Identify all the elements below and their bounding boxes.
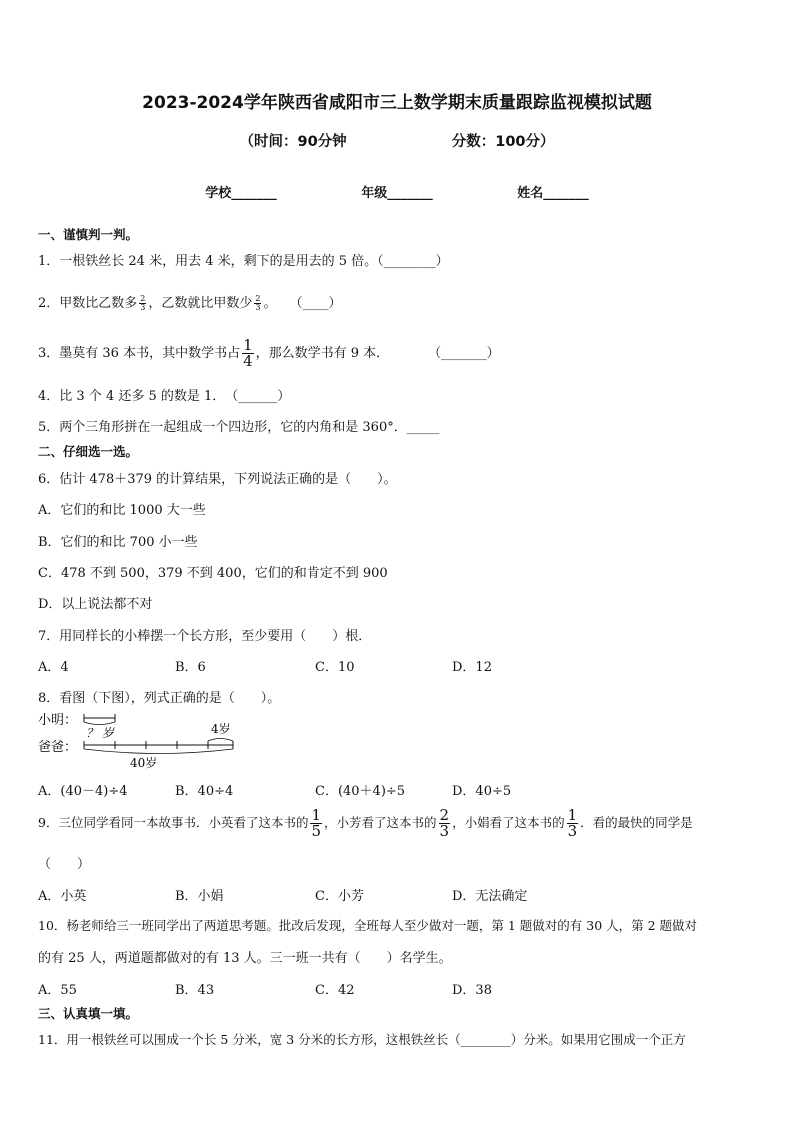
q3-fraction: $\frac{1}{4}$ bbox=[243, 336, 253, 370]
q3-text-a: 3．墨莫有 36 本书，其中数学书占 bbox=[38, 346, 241, 361]
diagram-unknown-age: ？ 岁 bbox=[86, 726, 114, 740]
q8-option-b[interactable]: B．40÷4 bbox=[175, 784, 234, 799]
q9-fraction-1: $\frac{1}{5}$ bbox=[311, 806, 322, 840]
section-heading-1: 一、谨慎判一判。 bbox=[38, 227, 139, 242]
q9-option-d[interactable]: D．无法确定 bbox=[452, 889, 528, 904]
section-heading-3: 三、认真填一填。 bbox=[38, 1006, 139, 1021]
q8-option-a[interactable]: A．(40－4)÷4 bbox=[38, 784, 128, 799]
q9-text-b: ，小芳看了这本书的 bbox=[324, 815, 437, 830]
question-1: 1．一根铁丝长 24 米，用去 4 米，剩下的是用去的 5 倍。（________） bbox=[38, 254, 449, 269]
diagram-label-baba: 爸爸： bbox=[38, 740, 78, 755]
extra-brace bbox=[208, 739, 233, 742]
question-10-line-2: 的有 25 人，两道题都做对的有 13 人。三一班一共有（ ）名学生。 bbox=[38, 951, 452, 966]
q9-fraction-2: $\frac{2}{3}$ bbox=[439, 806, 450, 840]
question-4: 4．比 3 个 4 还多 5 的数是 1． （______） bbox=[38, 389, 291, 404]
q9-text-d: ．看的最快的同学是 bbox=[580, 815, 693, 830]
q8-option-c[interactable]: C．(40＋4)÷5 bbox=[315, 784, 406, 799]
page-title: 2023-2024学年陕西省咸阳市三上数学期末质量跟踪监视模拟试题 bbox=[142, 93, 652, 113]
q10-option-a[interactable]: A．55 bbox=[38, 983, 77, 998]
question-3 bbox=[38, 338, 500, 369]
question-9 bbox=[38, 808, 693, 839]
q9-option-a[interactable]: A．小英 bbox=[38, 889, 87, 904]
q10-option-b[interactable]: B．43 bbox=[175, 983, 215, 998]
q6-option-b[interactable]: B．它们的和比 700 小一些 bbox=[38, 535, 198, 550]
q10-option-d[interactable]: D．38 bbox=[452, 983, 492, 998]
exam-score: 分数：100分） bbox=[451, 134, 555, 150]
q2-text-a: 2．甲数比乙数多 bbox=[38, 296, 138, 311]
exam-meta bbox=[0, 130, 794, 151]
question-6: 6．估计 478＋379 的计算结果，下列说法正确的是（ ）。 bbox=[38, 472, 397, 487]
q9-fraction-3: $\frac{1}{3}$ bbox=[567, 806, 578, 840]
question-8: 8．看图（下图），列式正确的是（ ）。 bbox=[38, 691, 281, 706]
question-2 bbox=[38, 292, 342, 312]
question-10-line-1: 10．杨老师给三一班同学出了两道思考题。批改后发现，全班每人至少做对一题，第 1 题做对的有 30 人，第 2 题做对 bbox=[38, 918, 698, 933]
q2-fraction-2: $\frac{2}{3}$ bbox=[255, 294, 261, 312]
q9-option-c[interactable]: C．小芳 bbox=[315, 889, 364, 904]
q2-text-b: ，乙数就比甲数少 bbox=[148, 296, 253, 311]
q9-answer-blank[interactable]: （ ） bbox=[38, 857, 91, 872]
q2-text-c: 。 （____） bbox=[263, 296, 342, 311]
question-7: 7．用同样长的小棒摆一个长方形，至少要用（ ）根． bbox=[38, 629, 372, 644]
q7-option-d[interactable]: D．12 bbox=[452, 660, 492, 675]
q7-option-c[interactable]: C．10 bbox=[315, 660, 355, 675]
q2-fraction-1: $\frac{2}{3}$ bbox=[140, 294, 146, 312]
grade-field[interactable]: 年级_______ bbox=[361, 186, 433, 201]
q9-option-b[interactable]: B．小娟 bbox=[175, 889, 224, 904]
q7-option-b[interactable]: B．6 bbox=[175, 660, 206, 675]
student-info bbox=[0, 182, 794, 201]
school-field[interactable]: 学校_______ bbox=[205, 186, 277, 201]
q6-option-a[interactable]: A．它们的和比 1000 大一些 bbox=[38, 503, 206, 518]
xiaoming-brace bbox=[84, 722, 115, 725]
q9-text-c: ，小娟看了这本书的 bbox=[452, 815, 565, 830]
q9-text-a: 9．三位同学看同一本故事书．小英看了这本书的 bbox=[38, 815, 309, 830]
q6-option-d[interactable]: D．以上说法都不对 bbox=[38, 597, 153, 612]
diagram-forty-years: 40岁 bbox=[130, 756, 158, 770]
question-11: 11．用一根铁丝可以围成一个长 5 分米，宽 3 分米的长方形，这根铁丝长（________）分米。如果用它围成一个正方 bbox=[38, 1032, 686, 1047]
section-heading-2: 二、仔细选一选。 bbox=[38, 444, 139, 459]
q10-option-c[interactable]: C．42 bbox=[315, 983, 355, 998]
question-5: 5．两个三角形拼在一起组成一个四边形，它的内角和是 360°．_____ bbox=[38, 420, 440, 435]
diagram-four-years: 4岁 bbox=[211, 722, 231, 736]
diagram-label-xiaoming: 小明： bbox=[38, 713, 78, 728]
q7-option-a[interactable]: A．4 bbox=[38, 660, 69, 675]
q3-text-b: ，那么数学书有 9 本． （_______） bbox=[255, 346, 500, 361]
q6-option-c[interactable]: C．478 不到 500，379 不到 400，它们的和肯定不到 900 bbox=[38, 566, 388, 581]
exam-time: （时间：90分钟 bbox=[239, 134, 347, 150]
q8-option-d[interactable]: D．40÷5 bbox=[452, 784, 512, 799]
name-field[interactable]: 姓名_______ bbox=[517, 186, 589, 201]
q8-segment-diagram bbox=[38, 708, 248, 770]
total-brace bbox=[84, 749, 233, 754]
